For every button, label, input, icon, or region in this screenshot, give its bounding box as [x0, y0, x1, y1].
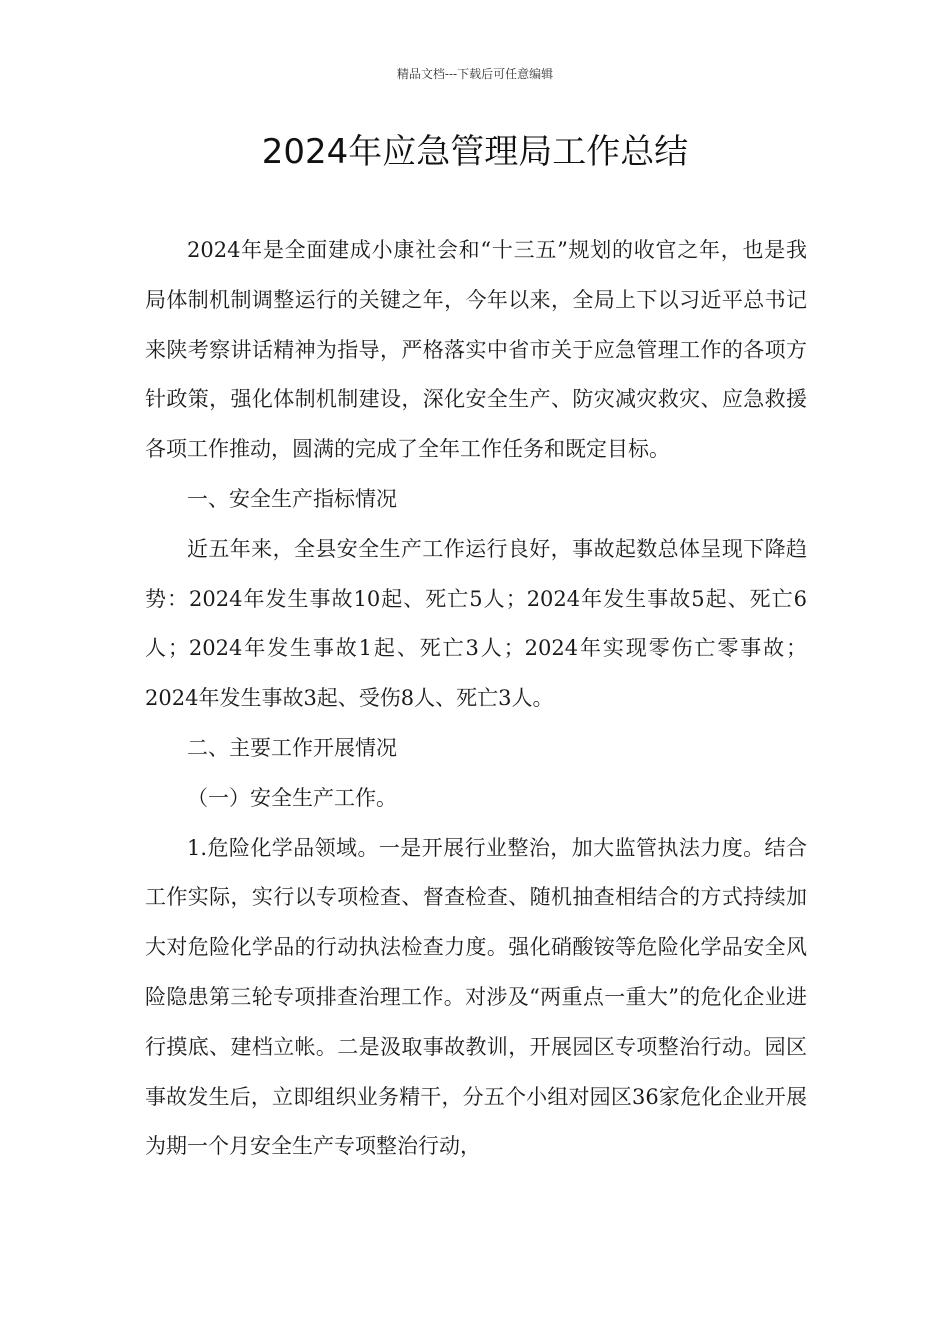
page-header-watermark: 精品文档---下载后可任意编辑: [396, 67, 554, 81]
document-title: 2024年应急管理局工作总结: [261, 132, 689, 172]
section-heading-1: 一、安全生产指标情况: [187, 486, 397, 511]
subsection-heading-1: （一）安全生产工作。: [187, 785, 397, 810]
paragraph-safety-indicators: 近五年来，全县安全生产工作运行良好，事故起数总体呈现下降趋势：2024年发生事故10起、死亡5人；2024年发生事故5起、死亡6人；2024年发生事故1起、死亡3人；2024年实现零伤亡零事故；2024年发生事故3起、受伤8人、死亡3人。: [145, 536, 807, 711]
paragraph-intro: 2024年是全面建成小康社会和“十三五”规划的收官之年，也是我局体制机制调整运行的关键之年，今年以来，全局上下以习近平总书记来陕考察讲话精神为指导，严格落实中省市关于应急管理工作的各项方针政策，强化体制机制建设，深化安全生产、防灾减灾救灾、应急救援各项工作推动，圆满的完成了全年工作任务和既定目标。: [145, 238, 807, 462]
section-heading-2: 二、主要工作开展情况: [187, 735, 397, 760]
document-body: [145, 226, 807, 1172]
paragraph-hazardous-chemicals: 1.危险化学品领域。一是开展行业整治，加大监管执法力度。结合工作实际，实行以专项检查、督查检查、随机抽查相结合的方式持续加大对危险化学品的行动执法检查力度。强化硝酸铵等危险化学品安全风险隐患第三轮专项排查治理工作。对涉及“两重点一重大”的危化企业进行摸底、建档立帐。二是汲取事故教训，开展园区专项整治行动。园区事故发生后，立即组织业务精干，分五个小组对园区36家危化企业开展为期一个月安全生产专项整治行动，: [145, 835, 807, 1159]
